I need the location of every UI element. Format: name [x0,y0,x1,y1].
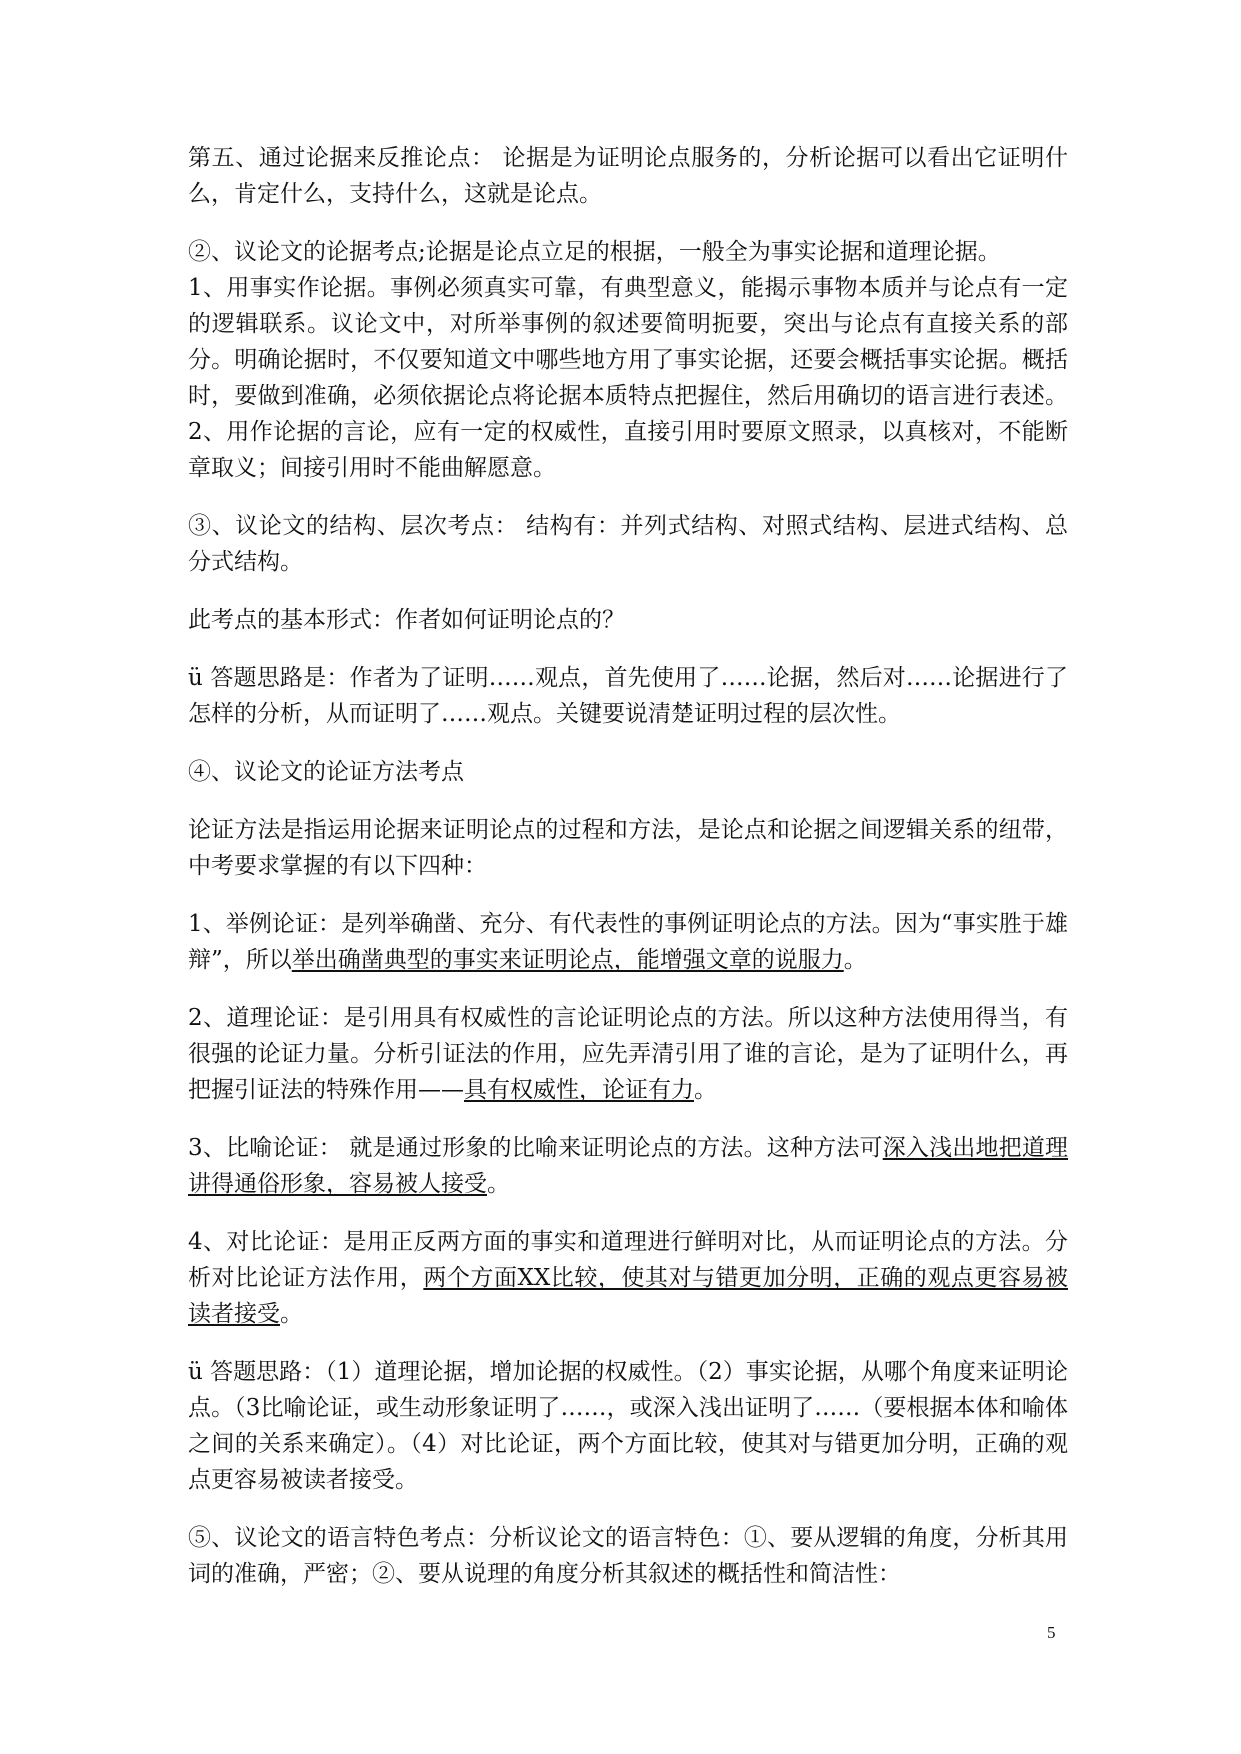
paragraph-methods-heading: ④、议论文的论证方法考点 [188,759,464,785]
paragraph-evidence-detail: 1、用事实作论据。事例必须真实可靠，有典型意义，能揭示事物本质并与论点有一定的逻辑联系。议论文中，对所举事例的叙述要简明扼要，突出与论点有直接关系的部分。明确论据时，不仅要知道文中哪些地方用了事实论据，还要会概括事实论据。概括时，要做到准确，必须依据论点将论据本质特点把握住，然后用确切的语言进行表述。 2、用作论据的言论，应有一定的权威性，直接引用时要原文照录，以真核对，不能断章取义；间接引用时不能曲解愿意。 [188,275,1068,481]
underlined-key-point: 具有权威性，论证有力 [464,1077,694,1103]
underlined-key-point: 深入浅出地把道理讲得通俗形象，容易被人接受 [188,1135,1069,1197]
paragraph-reason-argument [188,1000,1068,1108]
paragraph-example-argument [188,906,1068,978]
underlined-key-point: 两个方面XX比较，使其对与错更加分明，正确的观点更容易被读者接受 [188,1265,1069,1327]
text-run: 。 [843,947,867,973]
paragraph-answer-approach-2: ü 答题思路：（1）道理论据，增加论据的权威性。（2）事实论据，从哪个角度来证明论点。（3比喻论证，或生动形象证明了……，或深入浅出证明了……（要根据本体和喻体之间的关系来确定）。（4）对比论证，两个方面比较，使其对与错更加分明，正确的观点更容易被读者接受。 [188,1359,1068,1493]
text-run: 2、道理论证：是引用具有权威性的言论证明论点的方法。所以这种方法使用得当，有很强的论证力量。分析引证法的作用，应先弄清引用了谁的言论，是为了证明什么，再把握引证法的特殊作用—— [188,1005,1068,1103]
paragraph-contrast-argument [188,1224,1068,1332]
paragraph-evidence-heading: ②、议论文的论据考点;论据是论点立足的根据，一般全为事实论据和道理论据。 [188,239,1001,265]
text-run: 1、举例论证：是列举确凿、充分、有代表性的事例证明论点的方法。因为“事实胜于雄辩”，所以 [188,911,1068,973]
paragraph-basic-form: 此考点的基本形式：作者如何证明论点的？ [188,607,625,633]
text-run: 4、对比论证：是用正反两方面的事实和道理进行鲜明对比，从而证明论点的方法。分析对比论证方法作用， [188,1229,1068,1291]
paragraph-methods-intro: 论证方法是指运用论据来证明论点的过程和方法，是论点和论据之间逻辑关系的纽带，中考要求掌握的有以下四种： [188,817,1068,879]
underlined-key-point: 举出确凿典型的事实来证明论点，能增强文章的说服力 [291,947,844,973]
page-number: 5 [1047,1623,1056,1642]
paragraph-answer-approach-1: ü 答题思路是：作者为了证明……观点，首先使用了……论据，然后对……论据进行了怎样的分析，从而证明了……观点。关键要说清楚证明过程的层次性。 [188,665,1068,727]
text-run: 。 [280,1301,303,1327]
paragraph-structure-heading: ③、议论文的结构、层次考点： 结构有：并列式结构、对照式结构、层进式结构、总分式结构。 [188,513,1068,575]
paragraph-language-features: ⑤、议论文的语言特色考点：分析议论文的语言特色：①、要从逻辑的角度，分析其用词的准确，严密；②、要从说理的角度分析其叙述的概括性和简洁性： [188,1525,1068,1587]
paragraph-reverse-deduction: 第五、通过论据来反推论点： 论据是为证明论点服务的，分析论据可以看出它证明什么，肯定什么，支持什么，这就是论点。 [188,145,1068,207]
paragraph-metaphor-argument [188,1130,1068,1202]
document-body [188,140,1068,1614]
text-run: 。 [694,1077,717,1103]
text-run: 。 [487,1171,510,1197]
text-run: 3、比喻论证： 就是通过形象的比喻来证明论点的方法。这种方法可 [188,1135,883,1161]
